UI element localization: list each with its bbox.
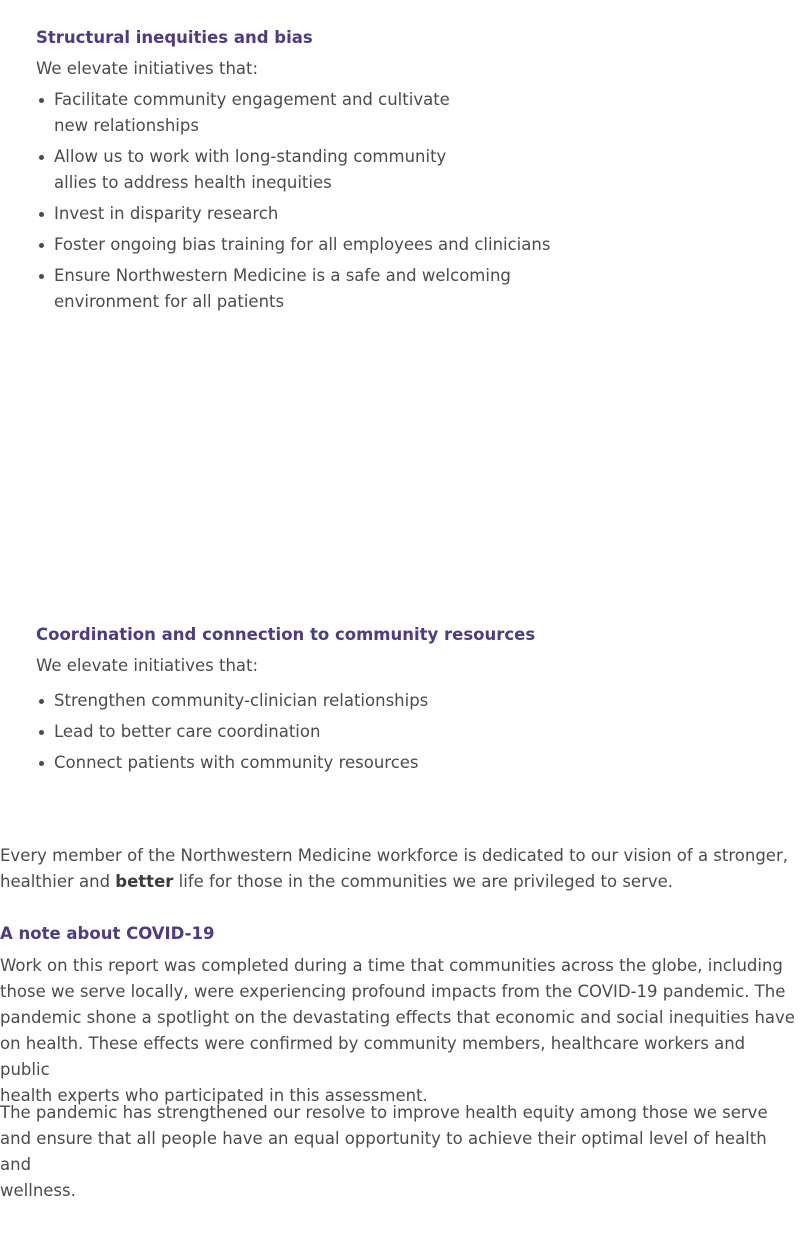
section-heading-coordination: Coordination and connection to community resources [36,625,536,644]
list-item: Ensure Northwestern Medicine is a safe and welcoming environment for all patients [54,263,614,315]
emphasis-better: better [115,872,174,891]
list-item: Foster ongoing bias training for all employees and clinicians [54,232,614,258]
coordination-list [54,688,614,781]
list-item: Strengthen community-clinician relationships [54,688,614,714]
section-intro: We elevate initiatives that: [36,656,259,675]
list-item: Facilitate community engagement and cultivate new relationships [54,87,614,139]
list-item: Lead to better care coordination [54,719,614,745]
list-item: Invest in disparity research [54,201,614,227]
covid-note-heading: A note about COVID-19 [0,924,215,943]
list-item: Connect patients with community resources [54,750,614,776]
section-intro: We elevate initiatives that: [36,59,259,78]
covid-paragraph-1: Work on this report was completed during a time that communities across the globe, including those we serve locally, were experiencing profound impacts from the COVID-19 pandemic. The pandemic shone a spotlight on the devastating effects that economic and social inequities have on health. These effects were confirmed by community members, healthcare workers and public health experts who participated in this assessment. [0,956,795,1105]
list-item: Allow us to work with long-standing community allies to address health inequities [54,144,614,196]
vision-statement: Every member of the Northwestern Medicine workforce is dedicated to our vision of a stronger, healthier and better life for those in the communities we are privileged to serve. [0,846,788,891]
section-heading-structural-inequities: Structural inequities and bias [36,28,313,47]
covid-paragraph-2: The pandemic has strengthened our resolve to improve health equity among those we serve and ensure that all people have an equal opportunity to achieve their optimal level of health and wellness. [0,1103,768,1200]
structural-inequities-list [54,87,614,320]
